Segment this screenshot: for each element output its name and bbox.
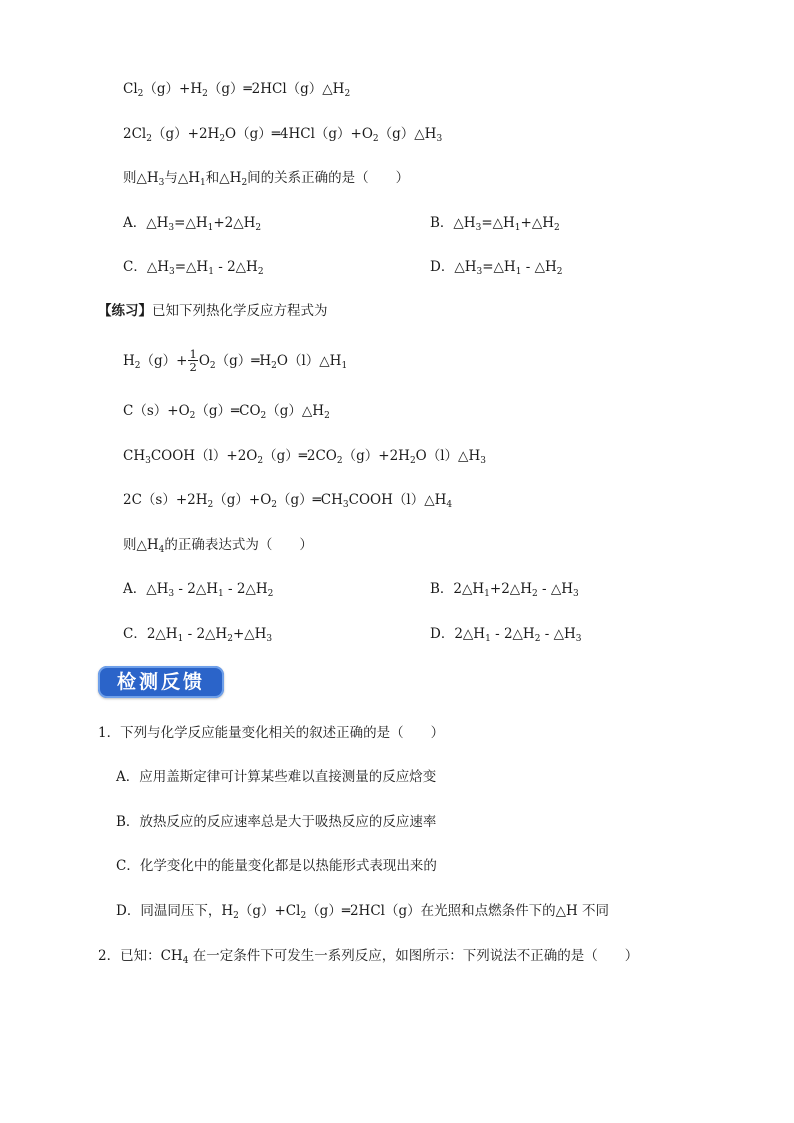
- equation-cl2-h2: $Cl_2(g)+H_2(g)═2HCl(g)\triangle H_2$: [123, 81, 351, 99]
- test-question-1-option-b: B．放热反应的反应速率总是大于吸热反应的反应速率: [116, 814, 437, 830]
- test-question-1: 1．下列与化学反应能量变化相关的叙述正确的是（ ）: [98, 725, 445, 741]
- practice-tag: 【练习】: [98, 303, 152, 319]
- equation-cl2-h2o: $2Cl_2(g)+2H_2O(g)═4HCl(g)+O_2(g)\triangle H_3$: [123, 126, 443, 144]
- option-a: A．$\triangle H_3=\triangle H_1+2\triangle H_2$: [123, 215, 262, 233]
- practice-equation-4: $2C(s)+2H_2(g)+O_2(g)═CH_3COOH(l)\triangle H_4$: [123, 492, 453, 510]
- question-stem-relation: 则$\triangle H_3$与$\triangle H_1$和$\triangle H_2$间的关系正确的是（ ）: [123, 170, 410, 188]
- option-d: D．$\triangle H_3=\triangle H_1$ - $\triangle H_2$: [430, 259, 563, 277]
- practice-question-stem: 则$\triangle H_4$的正确表达式为（ ）: [123, 537, 313, 555]
- section-badge: 检测反馈: [98, 666, 224, 698]
- practice-option-a: A．$\triangle H_3$ - $2\triangle H_1$ - $2\triangle H_2$: [123, 581, 274, 599]
- option-b: B．$\triangle H_3=\triangle H_1+\triangle H_2$: [430, 215, 560, 233]
- test-question-1-option-d: D．同温同压下，$H_2(g)+Cl_2(g)═2HCl(g)$在光照和点燃条件下的△H 不同: [116, 903, 610, 921]
- practice-heading: 【练习】已知下列热化学反应方程式为: [98, 303, 328, 319]
- test-question-2: 2．已知：$CH_4$ 在一定条件下可发生一系列反应，如图所示：下列说法不正确的是（ ）: [98, 948, 639, 966]
- practice-option-b: B．$2\triangle H_1+2\triangle H_2$ - $\triangle H_3$: [430, 581, 579, 599]
- practice-equation-2: $C(s)+O_2(g)═CO_2(g)\triangle H_2$: [123, 403, 330, 421]
- practice-option-c: C．$2\triangle H_1$ - $2\triangle H_2+\triangle H_3$: [123, 626, 273, 644]
- test-question-1-option-c: C．化学变化中的能量变化都是以热能形式表现出来的: [116, 858, 437, 874]
- practice-option-d: D．$2\triangle H_1$ - $2\triangle H_2$ - $\triangle H_3$: [430, 626, 582, 644]
- test-question-1-option-a: A．应用盖斯定律可计算某些难以直接测量的反应焓变: [116, 769, 437, 785]
- option-c: C．$\triangle H_3=\triangle H_1$ - $2\triangle H_2$: [123, 259, 264, 277]
- practice-equation-1: $H_2(g)+$ $\frac{1}{2}$ $O_2(g)═H_2O(l)\triangle H_1$: [123, 347, 348, 374]
- fraction-one-half: $\frac{1}{2}$: [189, 347, 197, 374]
- practice-equation-3: $CH_3COOH(l)+2O_2(g)═2CO_2(g)+2H_2O(l)\triangle H_3$: [123, 448, 486, 466]
